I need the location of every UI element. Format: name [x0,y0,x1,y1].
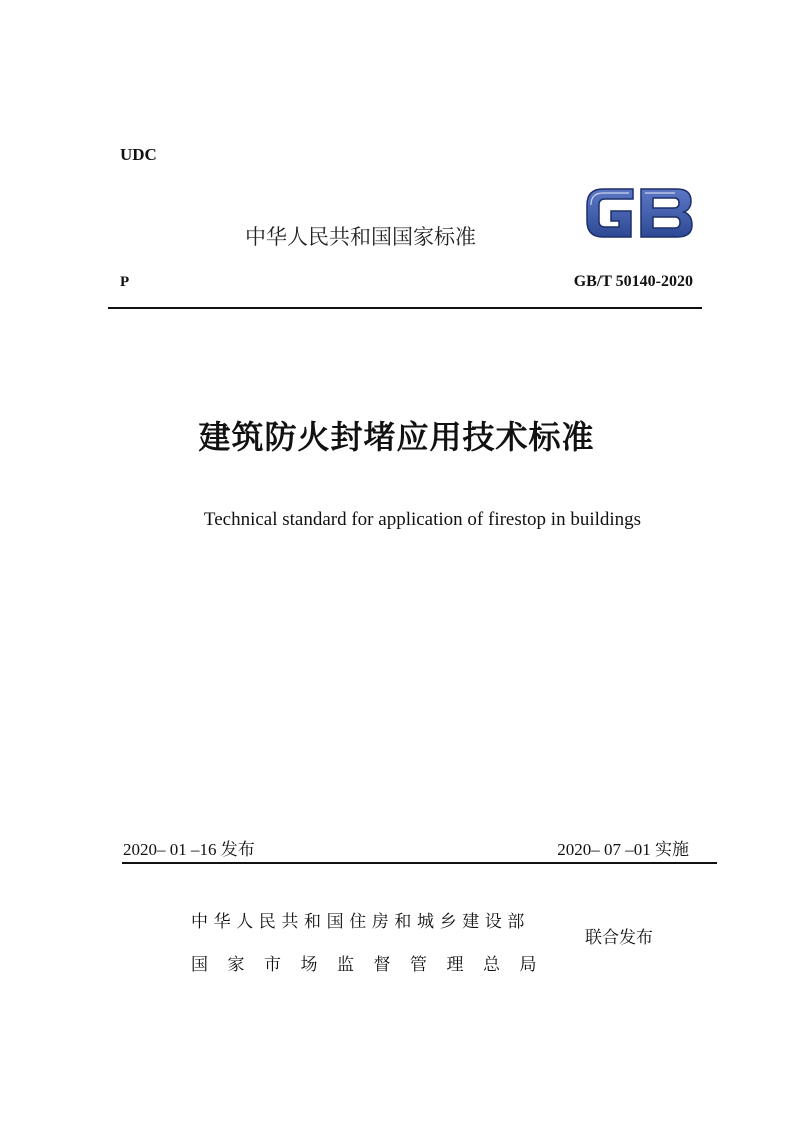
publisher-administration: 国家市场监督管理总局 [191,955,556,975]
issuer-title: 中华人民共和国国家标准 [245,225,476,249]
bottom-divider [122,862,717,864]
joint-release-label: 联合发布 [585,928,653,948]
classification-code: P [120,274,130,290]
chinese-title: 建筑防火封堵应用技术标准 [198,418,595,456]
implementation-date: 2020– 07 –01 实施 [557,840,689,859]
top-divider [108,307,702,309]
english-title: Technical standard for application of firestop in buildings [203,509,642,530]
udc-label: UDC [120,145,157,164]
release-date: 2020– 01 –16 发布 [123,840,255,859]
standard-number: GB/T 50140-2020 [573,273,693,290]
publisher-ministry: 中华人民共和国住房和城乡建设部 [191,912,530,932]
gb-logo-icon [581,181,697,245]
